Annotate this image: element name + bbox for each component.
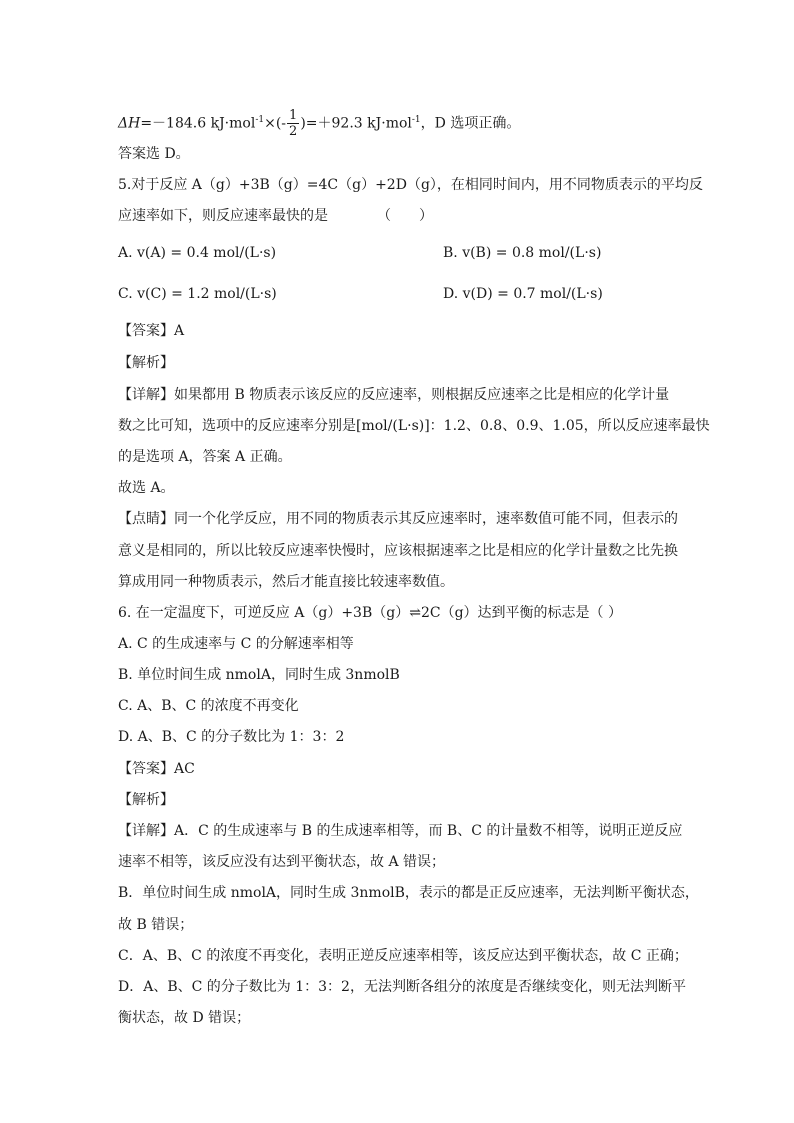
option-5b: B. v(B) = 0.8 mol/(L·s): [443, 245, 602, 261]
enthalpy-tail: ，D 选项正确。: [420, 115, 521, 132]
detail-5-line: 【详解】如果都用 B 物质表示该反应的反应速率，则根据反应速率之比是相应的化学计量: [118, 387, 670, 403]
detail-6-line: 速率不相等，该反应没有达到平衡状态，故 A 错误；: [118, 854, 446, 870]
multiply-part: ×(-: [264, 115, 287, 132]
text-line: 答案选 D。: [118, 146, 190, 162]
detail-6-line: 故 B 错误；: [118, 917, 194, 933]
unit-exponent-2: -1: [411, 114, 421, 125]
option-6b: B. 单位时间生成 nmolA，同时生成 3nmolB: [118, 667, 400, 683]
fraction-denominator: 2: [289, 124, 298, 139]
detail-5-line: 故选 A。: [118, 480, 175, 496]
detail-6-line: 【详解】A．C 的生成速率与 B 的生成速率相等，而 B、C 的计量数不相等，说明正逆反应: [118, 823, 683, 839]
detail-6-line: 衡状态，故 D 错误；: [118, 1010, 251, 1026]
unit-exponent-1: -1: [255, 114, 265, 125]
fraction: [287, 108, 299, 139]
answer-6: 【答案】AC: [118, 761, 195, 777]
detail-6-line: B．单位时间生成 nmolA，同时生成 3nmolB，表示的都是正反应速率，无法判断平衡状态，: [118, 885, 699, 901]
question-5-stem-cont: 应速率如下，则反应速率最快的是 （ ）: [118, 208, 433, 224]
enthalpy-line: [118, 108, 520, 139]
question-5-stem: 5.对于反应 A（g）+3B（g）=4C（g）+2D（g），在相同时间内，用不同物质表示的平均反: [118, 177, 703, 193]
detail-6-line: D．A、B、C 的分子数比为 1：3：2，无法判断各组分的浓度是否继续变化，则无法判断平: [118, 979, 686, 995]
detail-5-line: 数之比可知，选项中的反应速率分别是[mol/(L·s)]：1.2、0.8、0.9、1.05，所以反应速率最快: [118, 418, 710, 434]
option-6c: C. A、B、C 的浓度不再变化: [118, 698, 299, 714]
note-5-line: 算成用同一种物质表示，然后才能直接比较速率数值。: [118, 574, 454, 590]
detail-6-line: C．A、B、C 的浓度不再变化，表明正逆反应速率相等，该反应达到平衡状态，故 C 正确；: [118, 948, 688, 964]
analysis-6: 【解析】: [118, 792, 174, 808]
option-6d: D. A、B、C 的分子数比为 1：3：2: [118, 729, 345, 745]
note-5-line: 【点睛】同一个化学反应，用不同的物质表示其反应速率时，速率数值可能不同，但表示的: [118, 511, 678, 527]
answer-5: 【答案】A: [118, 323, 185, 339]
note-5-line: 意义是相同的，所以比较反应速率快慢时，应该根据速率之比是相应的化学计量数之比先换: [118, 543, 678, 559]
question-6-stem: 6. 在一定温度下，可逆反应 A（g）+3B（g）⇌2C（g）达到平衡的标志是（ ）: [118, 605, 622, 621]
detail-5-line: 的是选项 A，答案 A 正确。: [118, 449, 292, 465]
option-5a: A. v(A) = 0.4 mol/(L·s): [118, 245, 277, 261]
enthalpy-part-2: )=＋92.3 kJ·mol: [300, 115, 412, 132]
option-5c: C. v(C) = 1.2 mol/(L·s): [118, 286, 277, 302]
option-5d: D. v(D) = 0.7 mol/(L·s): [443, 286, 603, 302]
analysis-5: 【解析】: [118, 355, 174, 371]
delta-h-symbol: ΔH: [118, 115, 141, 132]
enthalpy-part-1: =－184.6 kJ·mol: [140, 115, 256, 132]
option-6a: A. C 的生成速率与 C 的分解速率相等: [118, 636, 354, 652]
fraction-numerator: 1: [289, 108, 298, 123]
